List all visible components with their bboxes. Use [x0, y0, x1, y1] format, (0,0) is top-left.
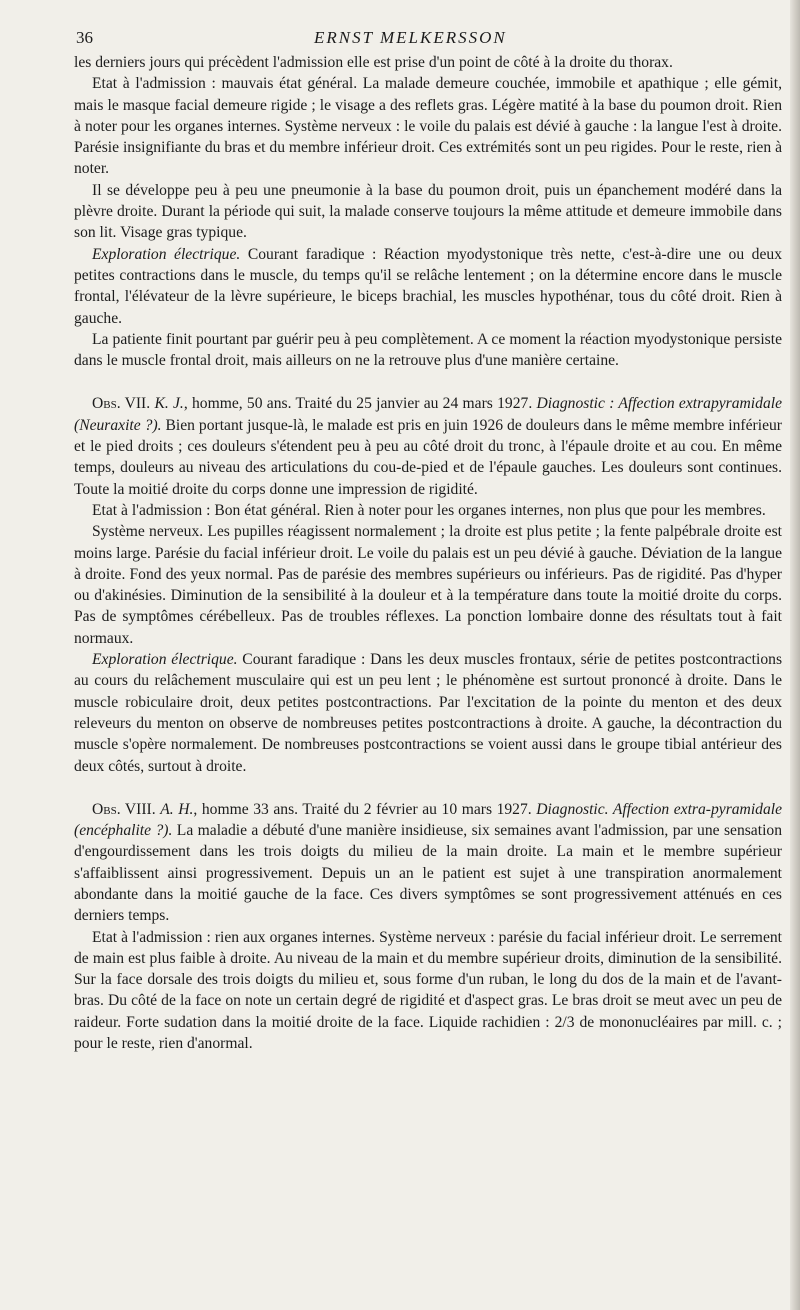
observation-paragraph: [74, 799, 782, 927]
paragraph: [74, 180, 782, 244]
text-run: Etat à l'admission : Bon état général. Rien à noter pour les organes internes, non plus que pour les membres.: [92, 501, 766, 519]
paragraph: [74, 521, 782, 649]
text-run: Etat à l'admission : rien aux organes internes. Système nerveux : parésie du facial inférieur droit. Le serrement de main est plus faible à droite. Au niveau de la main et du membre supérieur droits, diminution de la sensibilité. Sur la face dorsale des trois doigts du milieu et, sous forme d'un ruban, le long du dos de la main et de l'avant-bras. Du côté de la face on note un certain degré de rigidité et d'aspect gras. Le bras droit se meut avec un peu de raideur. Forte sudation dans la moitié droite de la face. Liquide rachidien : 2/3 de mononucléaires par mill. c. ; pour le reste, rien d'anormal.: [74, 928, 782, 1053]
page-number: 36: [76, 28, 93, 47]
text-run: , homme, 50 ans. Traité du 25 janvier au 24 mars 1927.: [183, 395, 537, 413]
small-caps-text: Obs. VIII.: [92, 800, 156, 818]
text-run: Bien portant jusque-là, le malade est pris en juin 1926 de douleurs dans le même membre inférieur et le pied droits ; ces douleurs s'étendent peu à peu au côté droit du tronc, à l'épaule droite et au cou. En même temps, douleurs au niveau des articulations du cou-de-pied et de l'épaule gauches. Les douleurs sont continues. Toute la moitié droite du corps donne une impression de rigidité.: [74, 416, 782, 498]
running-head: ERNST MELKERSSON: [314, 28, 507, 47]
paragraph: [74, 927, 782, 1055]
text-run: Courant faradique : Dans les deux muscles frontaux, série de petites postcontractions au cours du relâchement musculaire qui est un peu lent ; le phénomène est surtout prononcé à droite. Dans le muscle robiculaire droit, deux petites postcontractions. Par l'excitation de la pointe du menton et des deux releveurs du menton on observe de nombreuses petites postcontractions à droite. A gauche, la décontraction du muscle s'opère normalement. De nombreuses postcontractions se voient aussi dans le groupe tibial antérieur des deux côtés, surtout à droite.: [74, 651, 783, 775]
paragraph: [74, 649, 782, 777]
text-run: Il se développe peu à peu une pneumonie à la base du poumon droit, puis un épanchement modéré dans la plèvre droite. Durant la période qui suit, la malade conserve toujours la même attitude et demeure immobile dans son lit. Visage gras typique.: [74, 181, 782, 242]
italic-text: K. J.: [154, 395, 184, 413]
paragraph: [74, 500, 782, 521]
small-caps-text: Obs. VII.: [92, 395, 151, 413]
italic-text: Exploration électrique.: [92, 651, 238, 669]
text-run: , homme 33 ans. Traité du 2 février au 10 mars 1927.: [193, 800, 537, 818]
text-run: Courant faradique : Réaction myodystonique très nette, c'est-à-dire une ou deux petites contractions dans le muscle, du temps qu'il se relâche lentement ; on la détermine encore dans le muscle frontal, l'élévateur de la lèvre supérieure, le biceps brachial, les muscles hypothénar, tous du côté droit. Rien à gauche.: [74, 245, 782, 327]
italic-text: Exploration électrique.: [92, 245, 241, 263]
observation-paragraph: [74, 393, 782, 499]
text-run: Etat à l'admission : mauvais état général. La malade demeure couchée, immobile et apathique ; elle gémit, mais le masque facial demeure rigide ; le visage a des reflets gras. Légère matité à la base du poumon droit. Rien à noter pour les organes internes. Système nerveux : le voile du palais est dévié à gauche : la langue l'est à droite. Parésie insignifiante du bras et du membre inférieur droit. Ces extrémités sont un peu rigides. Pour le reste, rien à noter.: [74, 75, 782, 178]
text-run: La patiente finit pourtant par guérir peu à peu complètement. A ce moment la réaction myodystonique persiste dans le muscle frontal droit, mais ailleurs on ne la retrouve plus d'une manière certaine.: [74, 330, 782, 370]
paragraph: [74, 329, 782, 372]
text-run: La maladie a débuté d'une manière insidieuse, six semaines avant l'admission, par une sensation d'engourdissement dans les trois doigts du milieu de la main droite. La main et le membre supérieur s'affaiblissent ainsi progressivement. Depuis un an le patient est sujet à une transpiration anormalement abondante dans la moitié gauche de la face. Ces divers symptômes se sont progressivement atténués en ces derniers temps.: [74, 822, 782, 925]
italic-text: Diagnostic. Affection extra-pyramidale (encéphalite ?).: [74, 800, 782, 840]
paragraph: [74, 244, 782, 329]
italic-text: Diagnostic : Affection extrapyramidale (Neuraxite ?).: [74, 395, 782, 434]
text-run: les derniers jours qui précèdent l'admission elle est prise d'un point de côté à la droite du thorax.: [74, 54, 673, 71]
page-header: [74, 22, 782, 52]
italic-text: A. H.: [160, 800, 194, 818]
book-page: [74, 22, 782, 1054]
text-run: Système nerveux. Les pupilles réagissent normalement ; la droite est plus petite ; la fente palpébrale droite est moins large. Parésie du facial inférieur droit. Le voile du palais est un peu dévié à gauche. Déviation de la langue à droite. Fond des yeux normal. Pas de parésie des membres supérieurs ou inférieurs. Pas de rigidité. Pas d'hyper ou d'akinésies. Diminution de la sensibilité à la douleur et à la température dans toute la moitié droite du corps. Pas de symptômes cérébelleux. Pas de troubles réflexes. La ponction lombaire donne des résultats tout à fait normaux.: [74, 523, 782, 647]
page-gutter-shadow: [790, 0, 800, 1310]
paragraph: [74, 73, 782, 179]
paragraph: [74, 52, 782, 73]
